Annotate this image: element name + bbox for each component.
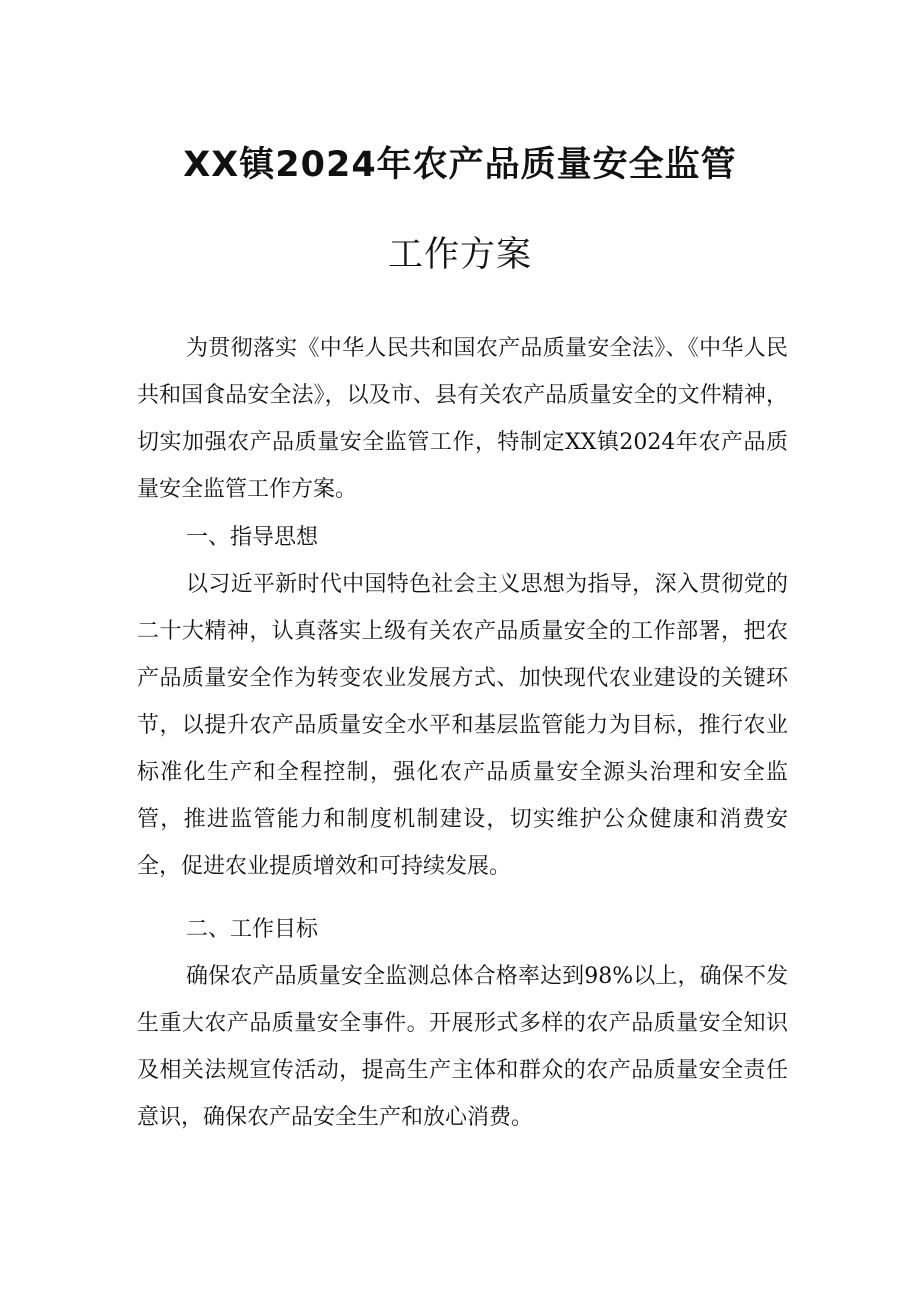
document-title-line-1: XX镇2024年农产品质量安全监管	[183, 145, 737, 185]
section-heading-guiding-ideology: 一、指导思想	[186, 525, 319, 550]
section-body-work-goals: 确保农产品质量安全监测总体合格率达到98%以上，确保不发生重大农产品质量安全事件。开展形式多样的农产品质量安全知识及相关法规宣传活动，提高生产主体和群众的农产品质量安全责任意识，确保农产品安全生产和放心消费。	[137, 964, 788, 1130]
section-heading-work-goals: 二、工作目标	[186, 917, 319, 942]
intro-paragraph: 为贯彻落实《中华人民共和国农产品质量安全法》、《中华人民共和国食品安全法》，以及市、县有关农产品质量安全的文件精神，切实加强农产品质量安全监管工作，特制定XX镇2024年农产品质量安全监管工作方案。	[137, 336, 788, 502]
document-title-line-2: 工作方案	[387, 235, 532, 275]
section-body-guiding-ideology: 以习近平新时代中国特色社会主义思想为指导，深入贯彻党的二十大精神，认真落实上级有关农产品质量安全的工作部署，把农产品质量安全作为转变农业发展方式、加快现代农业建设的关键环节，以提升农产品质量安全水平和基层监管能力为目标，推行农业标准化生产和全程控制，强化农产品质量安全源头治理和安全监管，推进监管能力和制度机制建设，切实维护公众健康和消费安全，促进农业提质增效和可持续发展。	[137, 572, 788, 879]
